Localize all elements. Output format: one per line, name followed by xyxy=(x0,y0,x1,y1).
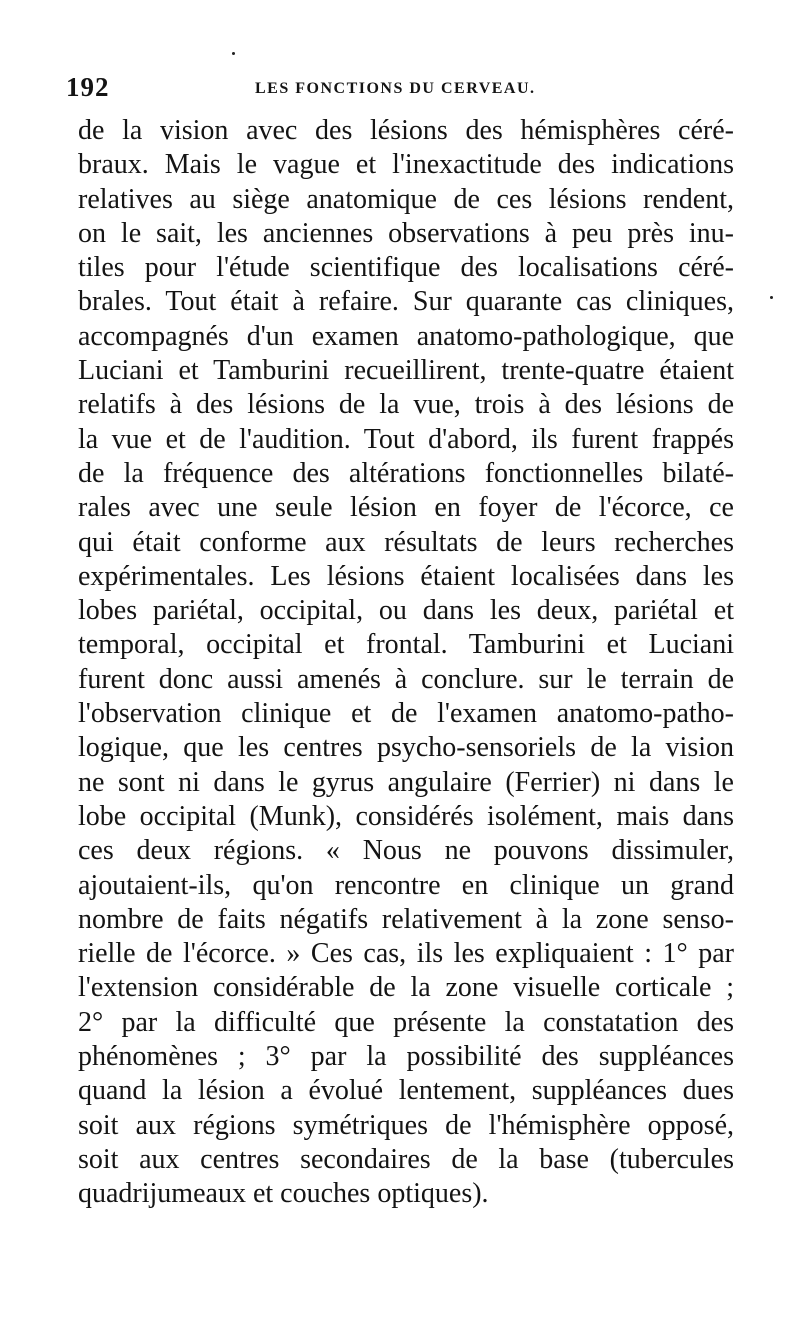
running-title: LES FONCTIONS DU CERVEAU. xyxy=(255,80,536,97)
text-line: Luciani et Tamburini recueillirent, trente-quatre étaient xyxy=(78,355,734,387)
text-line: accompagnés d'un examen anatomo-pathologique, que xyxy=(78,320,734,352)
text-line: ne sont ni dans le gyrus angulaire (Ferrier) ni dans le xyxy=(78,766,734,798)
text-line: de la vision avec des lésions des hémisphères céré- xyxy=(78,115,734,146)
text-line: temporal, occipital et frontal. Tamburini et Luciani xyxy=(78,629,734,661)
text-line: l'extension considérable de la zone visuelle corticale ; xyxy=(78,972,734,1004)
text-line: la vue et de l'audition. Tout d'abord, ils furent frappés xyxy=(78,423,734,455)
text-line: quadrijumeaux et couches optiques). xyxy=(78,1178,489,1210)
print-speck xyxy=(232,52,235,55)
text-line: ces deux régions. « Nous ne pouvons dissimuler, xyxy=(78,835,734,867)
text-line: soit aux centres secondaires de la base (tubercules xyxy=(78,1143,734,1175)
text-line: de la fréquence des altérations fonctionnelles bilaté- xyxy=(78,457,734,489)
text-line: phénomènes ; 3° par la possibilité des suppléances xyxy=(78,1041,734,1073)
text-line: on le sait, les anciennes observations à peu près inu- xyxy=(78,217,734,249)
body-text xyxy=(78,114,734,1212)
text-line: ajoutaient-ils, qu'on rencontre en clinique un grand xyxy=(78,869,734,901)
text-line: rielle de l'écorce. » Ces cas, ils les expliquaient : 1° par xyxy=(78,938,734,970)
text-line: brales. Tout était à refaire. Sur quarante cas cliniques, xyxy=(78,286,734,318)
text-line: 2° par la difficulté que présente la constatation des xyxy=(78,1006,734,1038)
text-line: lobes pariétal, occipital, ou dans les deux, pariétal et xyxy=(78,595,734,627)
text-line: relatifs à des lésions de la vue, trois à des lésions de xyxy=(78,389,734,421)
text-line: qui était conforme aux résultats de leurs recherches xyxy=(78,526,734,558)
text-line: furent donc aussi amenés à conclure. sur le terrain de xyxy=(78,663,734,695)
text-line: expérimentales. Les lésions étaient localisées dans les xyxy=(78,560,734,592)
text-line: soit aux régions symétriques de l'hémisphère opposé, xyxy=(78,1109,734,1141)
text-line: rales avec une seule lésion en foyer de l'écorce, ce xyxy=(78,492,734,524)
text-line: logique, que les centres psycho-sensoriels de la vision xyxy=(78,732,734,764)
text-line: tiles pour l'étude scientifique des localisations céré- xyxy=(78,252,734,284)
text-line: braux. Mais le vague et l'inexactitude des indications xyxy=(78,149,734,181)
page-number: 192 xyxy=(66,72,110,102)
text-line: nombre de faits négatifs relativement à la zone senso- xyxy=(78,903,734,935)
text-line: relatives au siège anatomique de ces lésions rendent, xyxy=(78,183,734,215)
print-speck xyxy=(770,296,773,299)
text-line: quand la lésion a évolué lentement, suppléances dues xyxy=(78,1075,734,1107)
text-line: l'observation clinique et de l'examen anatomo-patho- xyxy=(78,698,734,730)
text-line: lobe occipital (Munk), considérés isolément, mais dans xyxy=(78,800,734,832)
